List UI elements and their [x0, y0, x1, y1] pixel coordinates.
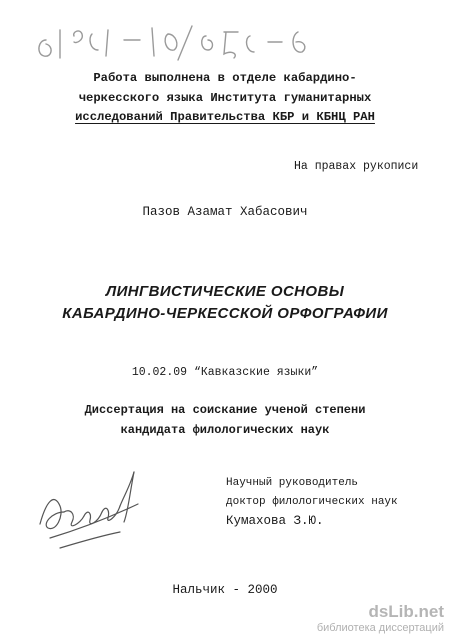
advisor-name: Кумахова З.Ю. — [226, 514, 324, 528]
institution-line-3 — [0, 107, 450, 127]
dissertation-title-line-1: ЛИНГВИСТИЧЕСКИЕ ОСНОВЫ — [105, 283, 345, 300]
degree-line-2: кандидата филологических наук — [120, 423, 330, 437]
archive-number-handwriting — [28, 10, 348, 72]
watermark-subtitle: библиотека диссертаций — [316, 621, 444, 634]
watermark-logo: dsLib.net — [368, 602, 444, 622]
dissertation-title-line-2: КАБАРДИНО-ЧЕРКЕССКОЙ ОРФОГРАФИИ — [62, 305, 388, 322]
site-watermark — [317, 603, 444, 634]
degree-line-1: Диссертация на соискание ученой степени — [84, 403, 366, 417]
specialty-code: 10.02.09 “Кавказские языки” — [131, 366, 319, 379]
institution-line-2: черкесского языка Института гуманитарных — [78, 91, 372, 105]
advisor-role: Научный руководитель — [226, 477, 359, 489]
author-name: Пазов Азамат Хабасович — [142, 205, 308, 219]
city-and-year: Нальчик - 2000 — [172, 583, 278, 597]
institution-line-3-text: исследований Правительства КБР и КБНЦ РАН — [75, 110, 375, 124]
institution-line-1: Работа выполнена в отделе кабардино- — [93, 71, 357, 85]
manuscript-rights-note: На правах рукописи — [294, 160, 419, 173]
advisor-degree: доктор филологических наук — [226, 496, 398, 508]
author-signature — [30, 462, 160, 562]
